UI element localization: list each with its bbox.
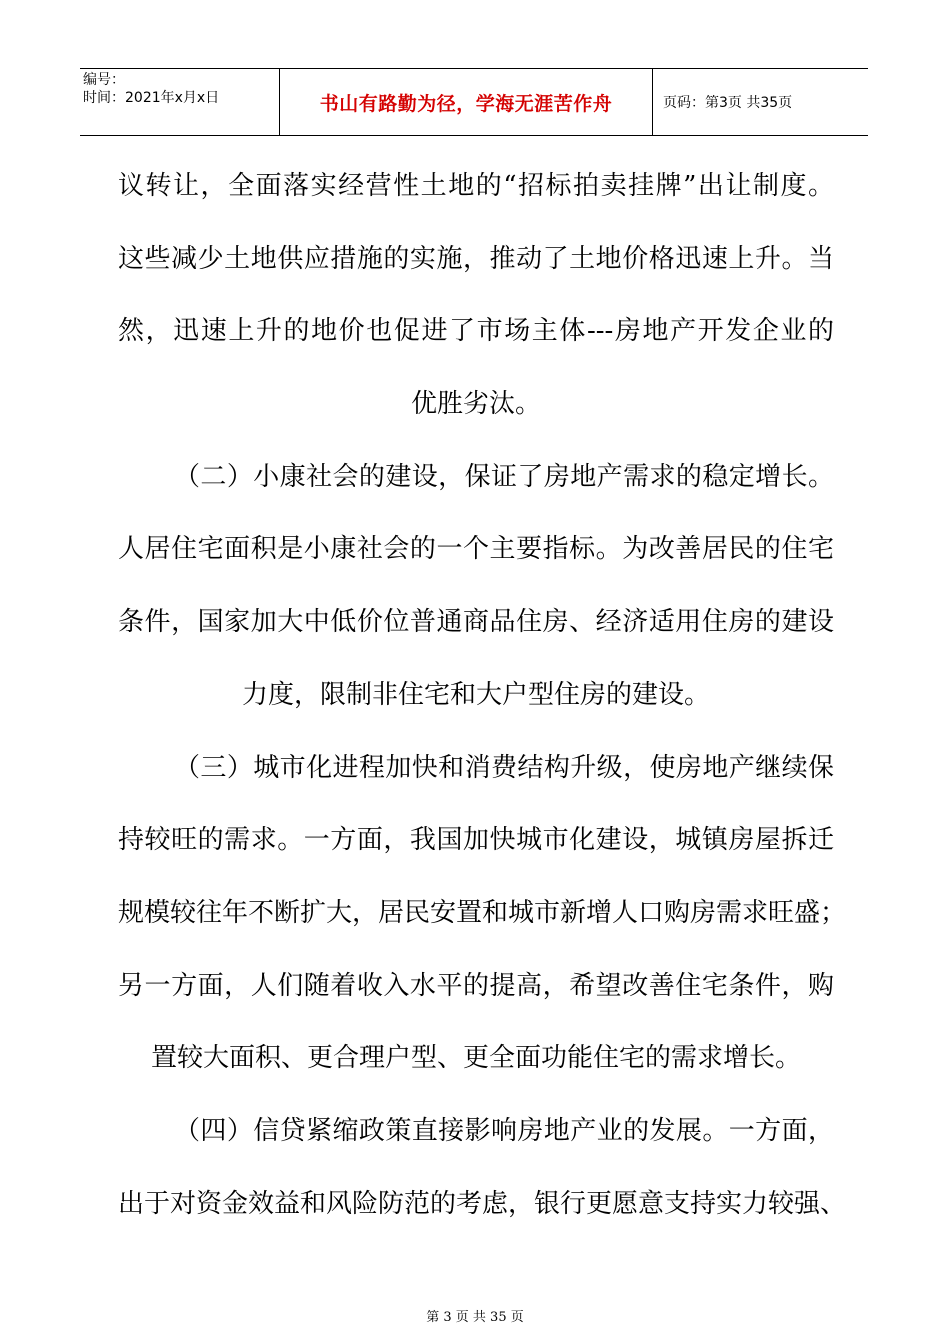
header-page-info: 页码：第3页 共35页 — [663, 95, 793, 111]
text-line: 人居住宅面积是小康社会的一个主要指标。为改善居民的住宅 — [118, 534, 834, 565]
text-line: 条件，国家加大中低价位普通商品住房、经济适用住房的建设 — [118, 607, 834, 638]
text-line: 议转让，全面落实经营性土地的“招标拍卖挂牌”出让制度。 — [118, 171, 834, 201]
section-heading-line: （二）小康社会的建设，保证了房地产需求的稳定增长。 — [174, 461, 834, 492]
text-line: 然，迅速上升的地价也促进了市场主体---房地产开发企业的 — [118, 316, 834, 347]
header-meta — [80, 69, 280, 135]
document-number-label: 编号： — [83, 72, 125, 88]
text-line: 这些减少土地供应措施的实施，推动了土地价格迅速上升。当 — [118, 243, 834, 274]
header-motto: 书山有路勤为径，学海无涯苦作舟 — [280, 69, 653, 135]
section-heading-line: （四）信贷紧缩政策直接影响房地产业的发展。一方面， — [174, 1115, 834, 1146]
page-footer: 第 3 页 共 35 页 — [426, 1310, 524, 1325]
document-body — [118, 150, 847, 1240]
section-heading-line: （三）城市化进程加快和消费结构升级，使房地产继续保 — [174, 752, 834, 783]
document-time-label: 时间：2021年x月x日 — [83, 90, 220, 106]
text-line: 另一方面，人们随着收入水平的提高，希望改善住宅条件，购 — [118, 970, 834, 1001]
text-line: 规模较往年不断扩大，居民安置和城市新增人口购房需求旺盛； — [118, 897, 847, 928]
text-line: 置较大面积、更合理户型、更全面功能住宅的需求增长。 — [150, 1043, 801, 1074]
page-header — [80, 68, 868, 136]
text-line: 持较旺的需求。一方面，我国加快城市化建设，城镇房屋拆迁 — [118, 825, 834, 856]
text-line: 优胜劣汰。 — [410, 389, 541, 420]
text-line: 出于对资金效益和风险防范的考虑，银行更愿意支持实力较强、 — [118, 1188, 847, 1219]
text-line: 力度，限制非住宅和大户型住房的建设。 — [241, 679, 710, 710]
